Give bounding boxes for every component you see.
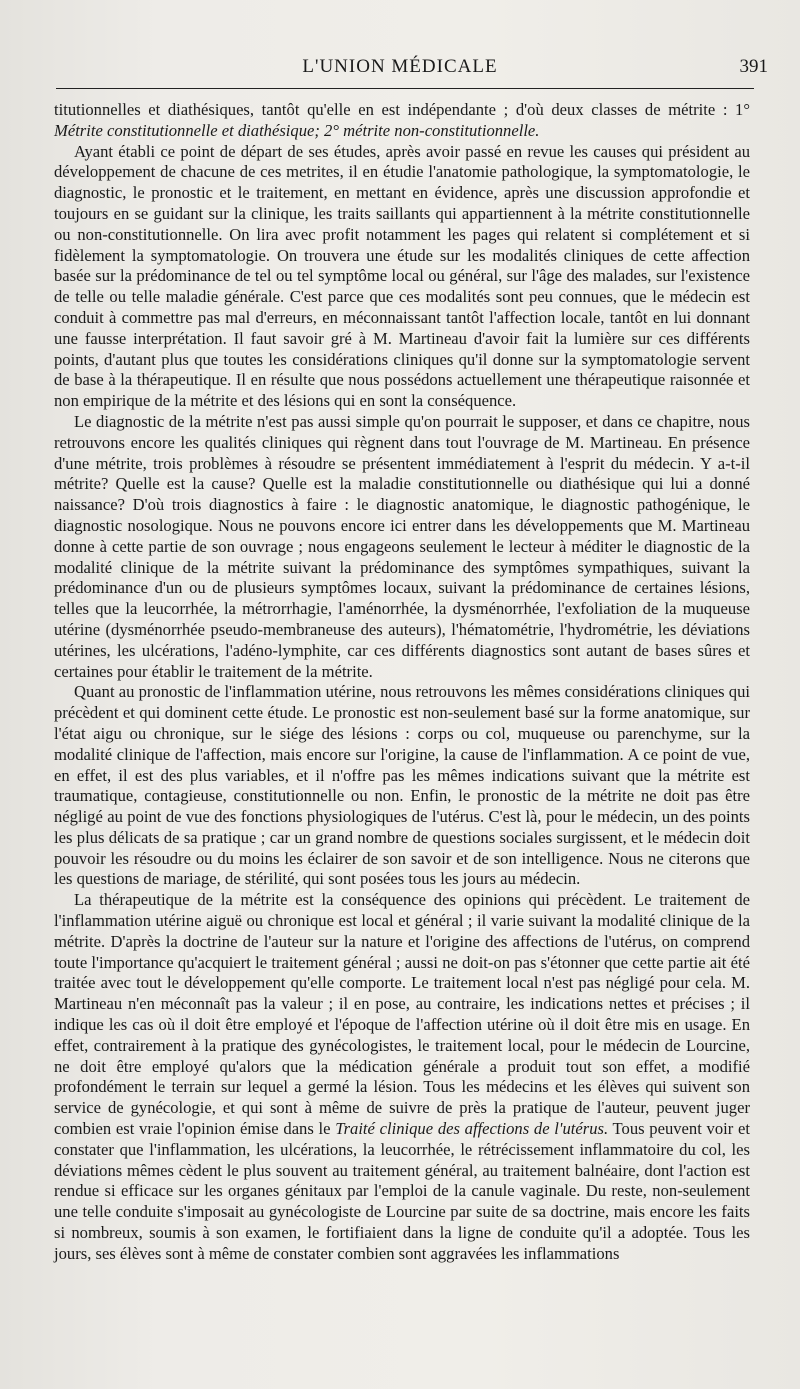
header-rule bbox=[56, 88, 754, 89]
text-run: Le diagnostic de la métrite n'est pas aussi simple qu'on pourrait le supposer, et dans ce chapitre, nous retrouvons encore les qualités cliniques qui règnent dans tout l'ouvrage de M. Martineau. En présence d'une métrite, trois problèmes à résoudre se présentent immédiatement à l'esprit du médecin. Y a-t-il métrite? Quelle est la cause? Quelle est la maladie constitutionnelle ou diathésique qui lui a donné naissance? D'où trois diagnostics à faire : le diagnostic anatomique, le diagnostic pathogénique, le diagnostic nosologique. Nous ne pouvons encore ici entrer dans les développements que M. Martineau donne à cette partie de son ouvrage ; nous engageons seulement le lecteur à méditer le diagnostic de la modalité clinique de la métrite suivant la prédominance des symptômes sympathiques, suivant la prédominance d'un ou de plusieurs symptômes locaux, suivant la prédominance de certaines lésions, telles que la leucorrhée, la métrorrhagie, l'aménorrhée, la dysménorrhée, l'exfoliation de la muqueuse utérine (dysménorrhée pseudo-membraneuse des auteurs), l'hématométrie, l'hydrométrie, les déviations utérines, les ulcérations, l'adéno-lymphite, car ces différents diagnostics sont autant de bases sûres et certaines pour établir le traitement de la métrite. bbox=[54, 411, 750, 681]
text-run: La thérapeutique de la métrite est la conséquence des opinions qui précèdent. Le traitement de l'inflammation utérine aiguë ou chronique est local et général ; il varie suivant la modalité clinique de la métrite. D'après la doctrine de l'auteur sur la nature et l'origine des affections de l'utérus, on comprend toute l'importance qu'acquiert le traitement général ; aussi ne doit-on pas s'étonner que cette partie ait été traitée avec tout le développement qu'elle comporte. Le traitement local n'est pas négligé pour cela. M. Martineau n'en méconnaît pas la valeur ; il en pose, au contraire, les indications nettes et précises ; il indique les cas où il doit être employé et l'époque de l'affection utérine où il doit être mis en usage. En effet, contrairement à la pratique des gynécologistes, le traitement local, pour le médecin de Lourcine, ne doit être employé qu'alors que la médication générale a produit tout son effet, a modifié profondément le terrain sur lequel a germé la lésion. Tous les médecins et les élèves qui suivent son service de gynécologie, et qui sont à même de suivre de près la pratique de l'auteur, peuvent juger combien est vraie l'opinion émise dans le bbox=[54, 890, 750, 1139]
italic-text: Métrite constitutionnelle et diathésique; 2° métrite non-constitutionnelle. bbox=[54, 120, 540, 140]
italic-text: Traité clinique des affections de l'utérus. bbox=[335, 1119, 609, 1139]
page-header bbox=[0, 54, 800, 84]
running-title: L'UNION MÉDICALE bbox=[302, 56, 498, 77]
paragraph bbox=[54, 890, 750, 1264]
text-run: Quant au pronostic de l'inflammation utérine, nous retrouvons les mêmes considérations cliniques qui précèdent et qui dominent cette étude. Le pronostic est non-seulement basé sur la forme anatomique, sur l'état aigu ou chronique, sur le siége des lésions : corps ou col, muqueuse ou parenchyme, sur la modalité clinique de l'affection, mais encore sur l'origine, la cause de l'inflammation. A ce point de vue, en effet, il est des plus variables, et il n'offre pas les mêmes indications suivant que la métrite est traumatique, contagieuse, constitutionnelle ou non. Enfin, le pronostic de la métrite ne doit pas être négligé au point de vue des fonctions physiologiques de l'utérus. C'est là, pour le médecin, un des points les plus délicats de sa pratique ; car un grand nombre de questions sociales surgissent, et le médecin doit pouvoir les résoudre ou du moins les éclairer de son savoir et de son intelligence. Nous ne citerons que les questions de mariage, de stérilité, qui sont posées tous les jours au médecin. bbox=[54, 682, 750, 889]
text-run: titutionnelles et diathésiques, tantôt qu'elle en est indépendante ; d'où deux classes de métrite : 1° bbox=[54, 100, 750, 119]
text-run: Ayant établi ce point de départ de ses études, après avoir passé en revue les causes qui président au développement de chacune de ces metrites, il en étudie l'anatomie pathologique, la symptomatologie, le diagnostic, le pronostic et le traitement, en mettant en évidence, après une discussion approfondie et toujours en se guidant sur la clinique, les traits saillants qui appartiennent à la métrite constitutionnelle ou non-constitutionnelle. On lira avec profit notamment les pages qui relatent si complétement et si fidèlement la symptomatologie. On trouvera une étude sur les modalités cliniques de cette affection basée sur la prédominance de tel ou tel symptôme local ou général, sur l'âge des malades, sur l'existence de telle ou telle maladie générale. C'est parce que ces modalités sont peu connues, que le médecin est conduit à commettre pas mal d'erreurs, en méconnaissant tantôt l'affection locale, tantôt en lui donnant une fausse interprétation. Il faut savoir gré à M. Martineau d'avoir fait la lumière sur ces différents points, d'autant plus que toutes les considérations cliniques qu'il donne sur la symptomatologie servent de base à la thérapeutique. Il en résulte que nous possédons actuellement une thérapeutique raisonnée et non empirique de la métrite et des lésions qui en sont la conséquence. bbox=[54, 141, 750, 411]
paragraph bbox=[54, 682, 750, 890]
paragraph bbox=[54, 142, 750, 412]
body-text bbox=[54, 100, 750, 1265]
paragraph bbox=[54, 100, 750, 142]
page-number: 391 bbox=[739, 56, 768, 77]
paragraph bbox=[54, 412, 750, 682]
text-run: Tous peuvent voir et constater que l'inflammation, les ulcérations, la leucorrhée, le rétrécissement inflammatoire du col, les déviations mêmes cèdent le plus souvent au traitement général, au traitement balnéaire, dont l'action est rendue si efficace sur les organes génitaux par l'emploi de la canule vaginale. Du reste, non-seulement une telle conduite s'imposait au gynécologiste de Lourcine par suite de sa doctrine, mais encore les faits si nombreux, soumis à son examen, le fortifiaient dans la ligne de conduite qu'il a adoptée. Tous les jours, ses élèves sont à même de constater combien sont aggravées les inflammations bbox=[54, 1119, 750, 1263]
